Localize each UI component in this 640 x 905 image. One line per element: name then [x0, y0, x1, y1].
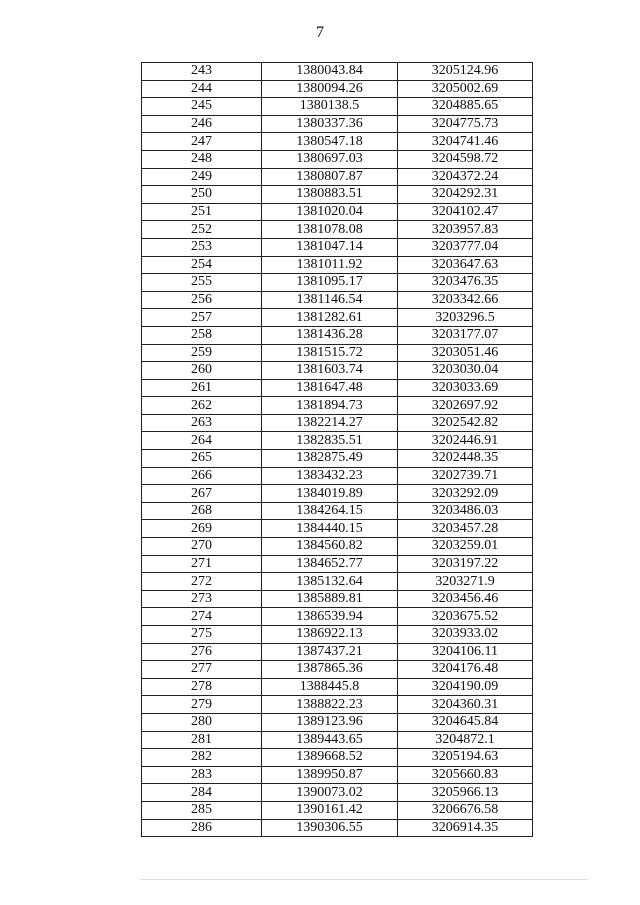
x-coordinate-cell: 1381603.74 [262, 362, 398, 380]
y-coordinate-cell: 3204102.47 [398, 203, 533, 221]
table-row [142, 450, 533, 468]
table-row [142, 749, 533, 767]
x-coordinate-cell: 1380138.5 [262, 98, 398, 116]
x-coordinate-cell: 1389123.96 [262, 713, 398, 731]
point-number-cell: 248 [142, 150, 262, 168]
y-coordinate-cell: 3203342.66 [398, 291, 533, 309]
table-row [142, 203, 533, 221]
y-coordinate-cell: 3205194.63 [398, 749, 533, 767]
y-coordinate-cell: 3203197.22 [398, 555, 533, 573]
point-number-cell: 285 [142, 801, 262, 819]
point-number-cell: 265 [142, 450, 262, 468]
y-coordinate-cell: 3204360.31 [398, 696, 533, 714]
point-number-cell: 254 [142, 256, 262, 274]
table-row [142, 150, 533, 168]
y-coordinate-cell: 3206676.58 [398, 801, 533, 819]
point-number-cell: 284 [142, 784, 262, 802]
table-row [142, 379, 533, 397]
x-coordinate-cell: 1380043.84 [262, 63, 398, 81]
table-row [142, 590, 533, 608]
point-number-cell: 276 [142, 643, 262, 661]
x-coordinate-cell: 1390161.42 [262, 801, 398, 819]
point-number-cell: 260 [142, 362, 262, 380]
table-row [142, 309, 533, 327]
y-coordinate-cell: 3203177.07 [398, 326, 533, 344]
x-coordinate-cell: 1385889.81 [262, 590, 398, 608]
page-number: 7 [316, 24, 324, 41]
point-number-cell: 282 [142, 749, 262, 767]
y-coordinate-cell: 3204176.48 [398, 661, 533, 679]
y-coordinate-cell: 3203030.04 [398, 362, 533, 380]
x-coordinate-cell: 1390306.55 [262, 819, 398, 837]
y-coordinate-cell: 3205124.96 [398, 63, 533, 81]
point-number-cell: 249 [142, 168, 262, 186]
x-coordinate-cell: 1389950.87 [262, 766, 398, 784]
y-coordinate-cell: 3202542.82 [398, 414, 533, 432]
y-coordinate-cell: 3203777.04 [398, 238, 533, 256]
table-row [142, 326, 533, 344]
x-coordinate-cell: 1381647.48 [262, 379, 398, 397]
point-number-cell: 268 [142, 502, 262, 520]
table-row [142, 713, 533, 731]
x-coordinate-cell: 1384440.15 [262, 520, 398, 538]
x-coordinate-cell: 1381146.54 [262, 291, 398, 309]
y-coordinate-cell: 3203456.46 [398, 590, 533, 608]
table-row [142, 168, 533, 186]
x-coordinate-cell: 1381078.08 [262, 221, 398, 239]
x-coordinate-cell: 1388822.23 [262, 696, 398, 714]
table-row [142, 362, 533, 380]
point-number-cell: 274 [142, 608, 262, 626]
x-coordinate-cell: 1381095.17 [262, 274, 398, 292]
point-number-cell: 252 [142, 221, 262, 239]
x-coordinate-cell: 1386922.13 [262, 626, 398, 644]
y-coordinate-cell: 3203259.01 [398, 538, 533, 556]
y-coordinate-cell: 3202448.35 [398, 450, 533, 468]
y-coordinate-cell: 3202697.92 [398, 397, 533, 415]
point-number-cell: 273 [142, 590, 262, 608]
point-number-cell: 261 [142, 379, 262, 397]
y-coordinate-cell: 3203296.5 [398, 309, 533, 327]
x-coordinate-cell: 1384019.89 [262, 485, 398, 503]
y-coordinate-cell: 3204775.73 [398, 115, 533, 133]
table-row [142, 432, 533, 450]
point-number-cell: 271 [142, 555, 262, 573]
point-number-cell: 278 [142, 678, 262, 696]
table-row [142, 256, 533, 274]
x-coordinate-cell: 1387865.36 [262, 661, 398, 679]
point-number-cell: 245 [142, 98, 262, 116]
point-number-cell: 279 [142, 696, 262, 714]
table-row [142, 696, 533, 714]
point-number-cell: 250 [142, 186, 262, 204]
y-coordinate-cell: 3203457.28 [398, 520, 533, 538]
point-number-cell: 253 [142, 238, 262, 256]
x-coordinate-cell: 1382875.49 [262, 450, 398, 468]
table-row [142, 766, 533, 784]
y-coordinate-cell: 3203675.52 [398, 608, 533, 626]
point-number-cell: 257 [142, 309, 262, 327]
y-coordinate-cell: 3203647.63 [398, 256, 533, 274]
table-row [142, 678, 533, 696]
point-number-cell: 246 [142, 115, 262, 133]
table-row [142, 221, 533, 239]
table-row [142, 238, 533, 256]
point-number-cell: 272 [142, 573, 262, 591]
y-coordinate-cell: 3206914.35 [398, 819, 533, 837]
x-coordinate-cell: 1389443.65 [262, 731, 398, 749]
x-coordinate-cell: 1381436.28 [262, 326, 398, 344]
point-number-cell: 251 [142, 203, 262, 221]
point-number-cell: 266 [142, 467, 262, 485]
x-coordinate-cell: 1390073.02 [262, 784, 398, 802]
x-coordinate-cell: 1381894.73 [262, 397, 398, 415]
y-coordinate-cell: 3204645.84 [398, 713, 533, 731]
y-coordinate-cell: 3203933.02 [398, 626, 533, 644]
y-coordinate-cell: 3202739.71 [398, 467, 533, 485]
y-coordinate-cell: 3203957.83 [398, 221, 533, 239]
x-coordinate-cell: 1383432.23 [262, 467, 398, 485]
point-number-cell: 264 [142, 432, 262, 450]
table-row [142, 344, 533, 362]
y-coordinate-cell: 3202446.91 [398, 432, 533, 450]
table-row [142, 520, 533, 538]
table-row [142, 555, 533, 573]
table-row [142, 485, 533, 503]
point-number-cell: 283 [142, 766, 262, 784]
point-number-cell: 247 [142, 133, 262, 151]
point-number-cell: 270 [142, 538, 262, 556]
x-coordinate-cell: 1380697.03 [262, 150, 398, 168]
x-coordinate-cell: 1381011.92 [262, 256, 398, 274]
point-number-cell: 255 [142, 274, 262, 292]
coordinates-table-body [142, 63, 533, 837]
x-coordinate-cell: 1384264.15 [262, 502, 398, 520]
y-coordinate-cell: 3204598.72 [398, 150, 533, 168]
table-row [142, 98, 533, 116]
point-number-cell: 275 [142, 626, 262, 644]
point-number-cell: 280 [142, 713, 262, 731]
table-row [142, 291, 533, 309]
x-coordinate-cell: 1385132.64 [262, 573, 398, 591]
table-row [142, 819, 533, 837]
x-coordinate-cell: 1380883.51 [262, 186, 398, 204]
y-coordinate-cell: 3205002.69 [398, 80, 533, 98]
point-number-cell: 267 [142, 485, 262, 503]
y-coordinate-cell: 3204106.11 [398, 643, 533, 661]
table-row [142, 414, 533, 432]
table-row [142, 502, 533, 520]
y-coordinate-cell: 3203271.9 [398, 573, 533, 591]
point-number-cell: 256 [142, 291, 262, 309]
point-number-cell: 269 [142, 520, 262, 538]
point-number-cell: 277 [142, 661, 262, 679]
x-coordinate-cell: 1380807.87 [262, 168, 398, 186]
y-coordinate-cell: 3203292.09 [398, 485, 533, 503]
x-coordinate-cell: 1381282.61 [262, 309, 398, 327]
table-row [142, 397, 533, 415]
x-coordinate-cell: 1380094.26 [262, 80, 398, 98]
point-number-cell: 286 [142, 819, 262, 837]
table-row [142, 661, 533, 679]
point-number-cell: 244 [142, 80, 262, 98]
table-row [142, 538, 533, 556]
table-row [142, 784, 533, 802]
point-number-cell: 259 [142, 344, 262, 362]
y-coordinate-cell: 3204292.31 [398, 186, 533, 204]
y-coordinate-cell: 3204741.46 [398, 133, 533, 151]
x-coordinate-cell: 1389668.52 [262, 749, 398, 767]
x-coordinate-cell: 1388445.8 [262, 678, 398, 696]
point-number-cell: 243 [142, 63, 262, 81]
point-number-cell: 263 [142, 414, 262, 432]
x-coordinate-cell: 1380547.18 [262, 133, 398, 151]
point-number-cell: 258 [142, 326, 262, 344]
y-coordinate-cell: 3205660.83 [398, 766, 533, 784]
table-row [142, 115, 533, 133]
x-coordinate-cell: 1381047.14 [262, 238, 398, 256]
table-row [142, 643, 533, 661]
table-row [142, 608, 533, 626]
table-row [142, 80, 533, 98]
y-coordinate-cell: 3203476.35 [398, 274, 533, 292]
y-coordinate-cell: 3205966.13 [398, 784, 533, 802]
table-row [142, 626, 533, 644]
point-number-cell: 262 [142, 397, 262, 415]
table-row [142, 731, 533, 749]
table-row [142, 467, 533, 485]
x-coordinate-cell: 1380337.36 [262, 115, 398, 133]
x-coordinate-cell: 1384652.77 [262, 555, 398, 573]
y-coordinate-cell: 3204190.09 [398, 678, 533, 696]
x-coordinate-cell: 1386539.94 [262, 608, 398, 626]
table-row [142, 133, 533, 151]
y-coordinate-cell: 3203033.69 [398, 379, 533, 397]
y-coordinate-cell: 3203486.03 [398, 502, 533, 520]
table-row [142, 63, 533, 81]
x-coordinate-cell: 1382835.51 [262, 432, 398, 450]
y-coordinate-cell: 3204885.65 [398, 98, 533, 116]
y-coordinate-cell: 3203051.46 [398, 344, 533, 362]
x-coordinate-cell: 1381515.72 [262, 344, 398, 362]
x-coordinate-cell: 1387437.21 [262, 643, 398, 661]
table-row [142, 186, 533, 204]
x-coordinate-cell: 1381020.04 [262, 203, 398, 221]
bottom-rule [140, 879, 588, 880]
coordinates-table [141, 62, 533, 837]
x-coordinate-cell: 1382214.27 [262, 414, 398, 432]
y-coordinate-cell: 3204872.1 [398, 731, 533, 749]
table-row [142, 573, 533, 591]
table-row [142, 274, 533, 292]
table-row [142, 801, 533, 819]
y-coordinate-cell: 3204372.24 [398, 168, 533, 186]
point-number-cell: 281 [142, 731, 262, 749]
x-coordinate-cell: 1384560.82 [262, 538, 398, 556]
